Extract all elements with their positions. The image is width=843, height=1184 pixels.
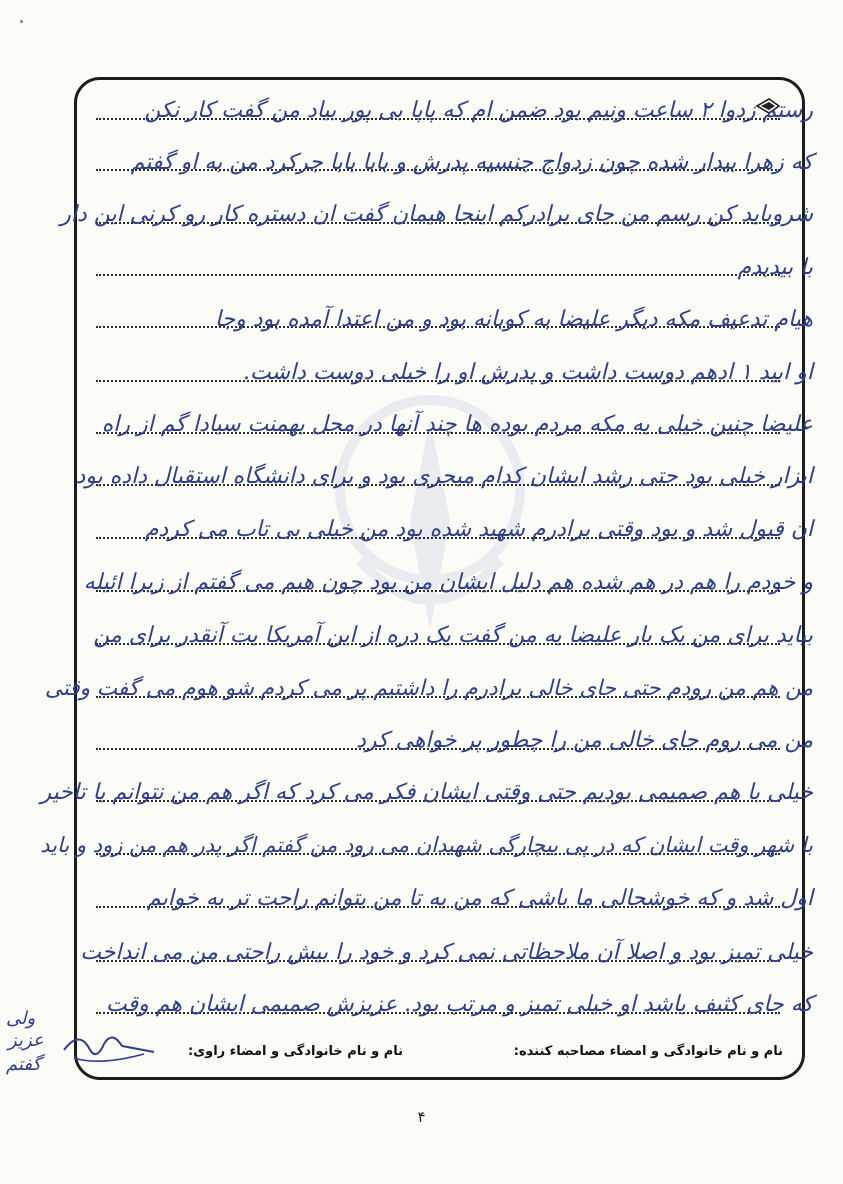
- handwritten-line: بیاید برای من یک بار علیضا به من گفت یک دره از این آمریکا بت آنقدر برای من: [93, 623, 813, 648]
- signature-scribble: [4, 1000, 164, 1080]
- handwritten-line: اول شد و که خوشحالی ما باشی که من به تا من بتوانم راحت تر به خوابم: [147, 886, 813, 911]
- handwritten-line: و خودم را هم در هم شده هم دلیل ایشان من بود چون هیم می گفتم از زیرا ائیله: [83, 570, 813, 595]
- page-number: ۴: [417, 1108, 426, 1126]
- handwritten-line: او ابید ۱ ادهم دوست داشت و پدرش او را خیلی دوست داشت.: [243, 360, 813, 385]
- handwritten-line: هیام تدعیف مکه دیگر علیضا به کوبانه بود و من اعتدا آمده بود وجا: [214, 307, 813, 332]
- handwritten-line: من می روم جای خالی من را چطور پر خواهی کرد: [356, 728, 813, 753]
- handwritten-line: ابزار خیلی بود حتی رشد ایشان کدام مبحری بود و برای دانشگاه استقبال داده بود: [75, 464, 813, 489]
- interviewer-signature-label: نام و نام خانوادگی و امضاء مصاحبه کننده:: [513, 1044, 783, 1059]
- handwritten-line: من هم من رودم حتی جای خالی برادرم را داشتیم پر می کردم شو هوم می گفت وقتی: [44, 676, 813, 701]
- handwritten-line: که جای کثیف باشد او خیلی تمیز و مرتب بود. عزیزش صمیمی ایشان هم وقت: [106, 992, 813, 1017]
- speck: [20, 20, 23, 23]
- handwritten-line: رستم زدوا ۲ ساعت ونیم بود ضمن ام که پاپا بی پور بیاد من گفت کار نکن: [144, 98, 813, 123]
- margin-note: گفتم: [6, 1054, 42, 1075]
- handwritten-line: خیلی تمیز بود و اصلا آن ملاحظاتی نمی کرد و خود را بیش راحتی من می انداخت: [80, 940, 813, 965]
- handwritten-line: خیلی با هم صمیمی بودیم حتی وقتی ایشان فکر می کرد که اگر هم من نتوانم با تاخیر: [40, 780, 813, 805]
- handwritten-line: شروباید کن رسم من جای برادرکم اینجا هیمان گفت ان دستره کار رو کرنی این دار: [60, 202, 813, 227]
- handwritten-line: با بیدبدم: [737, 255, 813, 280]
- handwritten-line: علیضا چنین خیلی به مکه مردم بوده ها چند آنها در محل بهمنت سیادا گم از راه: [101, 412, 813, 437]
- narrator-signature-label: نام و نام خانوادگی و امضاء راوی:: [188, 1044, 403, 1059]
- margin-note: ولی: [6, 1008, 36, 1029]
- writing-line: [96, 274, 780, 276]
- handwritten-line: که زهرا بیدار شده چون زدواج جنسیه پدرش و بابا بابا جرکرد من به او گفتم: [130, 150, 813, 175]
- margin-note: عزیز: [8, 1030, 44, 1051]
- handwritten-line: با شهر وقت ایشان که در پی بیچارگی شهیدان می رود من گفتم اگر پدر هم من زود و باید: [40, 833, 813, 857]
- handwritten-line: ان قبول شد و بود وقتی برادرم شهید شده بود من خیلی بی تاب می کردم: [144, 517, 813, 542]
